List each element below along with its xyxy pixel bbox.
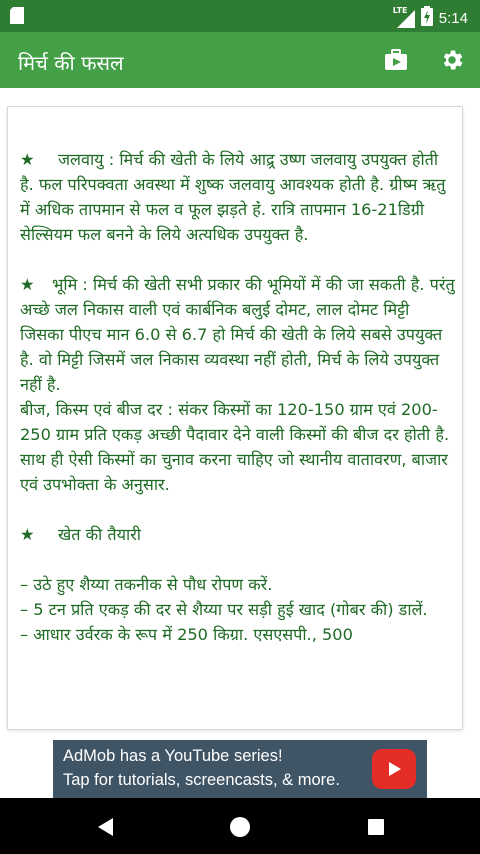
list-item: – 5 टन प्रति एकड़ की दर से शैय्या पर सड़ी हुई खाद (गोबर की) डालें.: [20, 600, 428, 619]
article-card[interactable]: [7, 106, 463, 730]
section-soil: [20, 272, 456, 397]
star-marker: ★: [20, 525, 35, 544]
section-climate-text: जलवायु : मिर्च की खेती के लिये आद्र्र उष्ण जलवायु उपयुक्त होती है. फल परिपक्वता अवस्था में शुष्क जलवायु आवश्यक होती है. ग्रीष्म ऋतु में अधिक तापमान से फल व फूल झड़ते हं̀. रात्रि तापमान 16-21डिग्री सेल्सियम फल बनने के लिये अत्यधिक उपयुक्त है.: [20, 150, 446, 244]
settings-gear-icon[interactable]: [438, 46, 466, 74]
ad-banner[interactable]: [53, 740, 427, 798]
app-bar: [0, 32, 480, 88]
share-play-icon[interactable]: [382, 46, 410, 74]
section-seed: बीज, किस्म एवं बीज दर : संकर किस्मों का 120-150 ग्राम एवं 200-250 ग्राम प्रति एकड़ अच्छी पैदावार देने वाली किस्मों की बीज दर होती है. साथ ही ऐसी किस्मों का चुनाव करना चाहिए जो स्थानीय वातावरण, बाजार एवं उपभोक्ता के अनुसार.: [20, 400, 450, 494]
home-icon[interactable]: [227, 814, 253, 840]
star-marker: ★: [20, 275, 35, 294]
ad-subtitle: Tap for tutorials, screencasts, & more.: [63, 771, 340, 789]
network-type-label: LTE: [392, 6, 408, 15]
list-item: – आधार उर्वरक के रूप में 250 किग्रा. एसएसपी., 500: [20, 625, 353, 644]
sd-card-icon: [10, 7, 24, 28]
list-item: – उठे हुए शैय्या तकनीक से पौध रोपण करें.: [20, 575, 273, 594]
section-soil-text: भूमि : मिर्च की खेती सभी प्रकार की भूमियों में की जा सकती है. परंतु अच्छे जल निकास वाली एवं कार्बनिक बलुई दोमट, लाल दोमट मिट्टी जिसका पीएच मान 6.0 से 6.7 हो मिर्च की खेती के लिये सबसे उपयुक्त है. वो मिट्टी जिसमें जल निकास व्यवस्था नहीं होती, मिर्च के लिये उपयुक्त नहीं है.: [20, 275, 455, 394]
recents-icon[interactable]: [363, 814, 389, 840]
status-bar: [0, 0, 480, 32]
page-title: मिर्च की फसल: [18, 51, 124, 75]
signal-icon: [393, 8, 415, 28]
ad-title: AdMob has a YouTube series!: [63, 747, 283, 765]
youtube-play-icon[interactable]: [372, 749, 416, 789]
section-heading: खेत की तैयारी: [58, 525, 142, 544]
article-content: [20, 147, 456, 647]
battery-charging-icon: [421, 6, 433, 30]
star-marker: ★: [20, 150, 35, 169]
status-icons: [393, 6, 468, 30]
section-climate: [20, 147, 456, 247]
clock: 5:14: [438, 9, 468, 27]
navigation-bar: [0, 798, 480, 854]
back-icon[interactable]: [93, 814, 119, 840]
section-field-prep: [20, 522, 456, 547]
